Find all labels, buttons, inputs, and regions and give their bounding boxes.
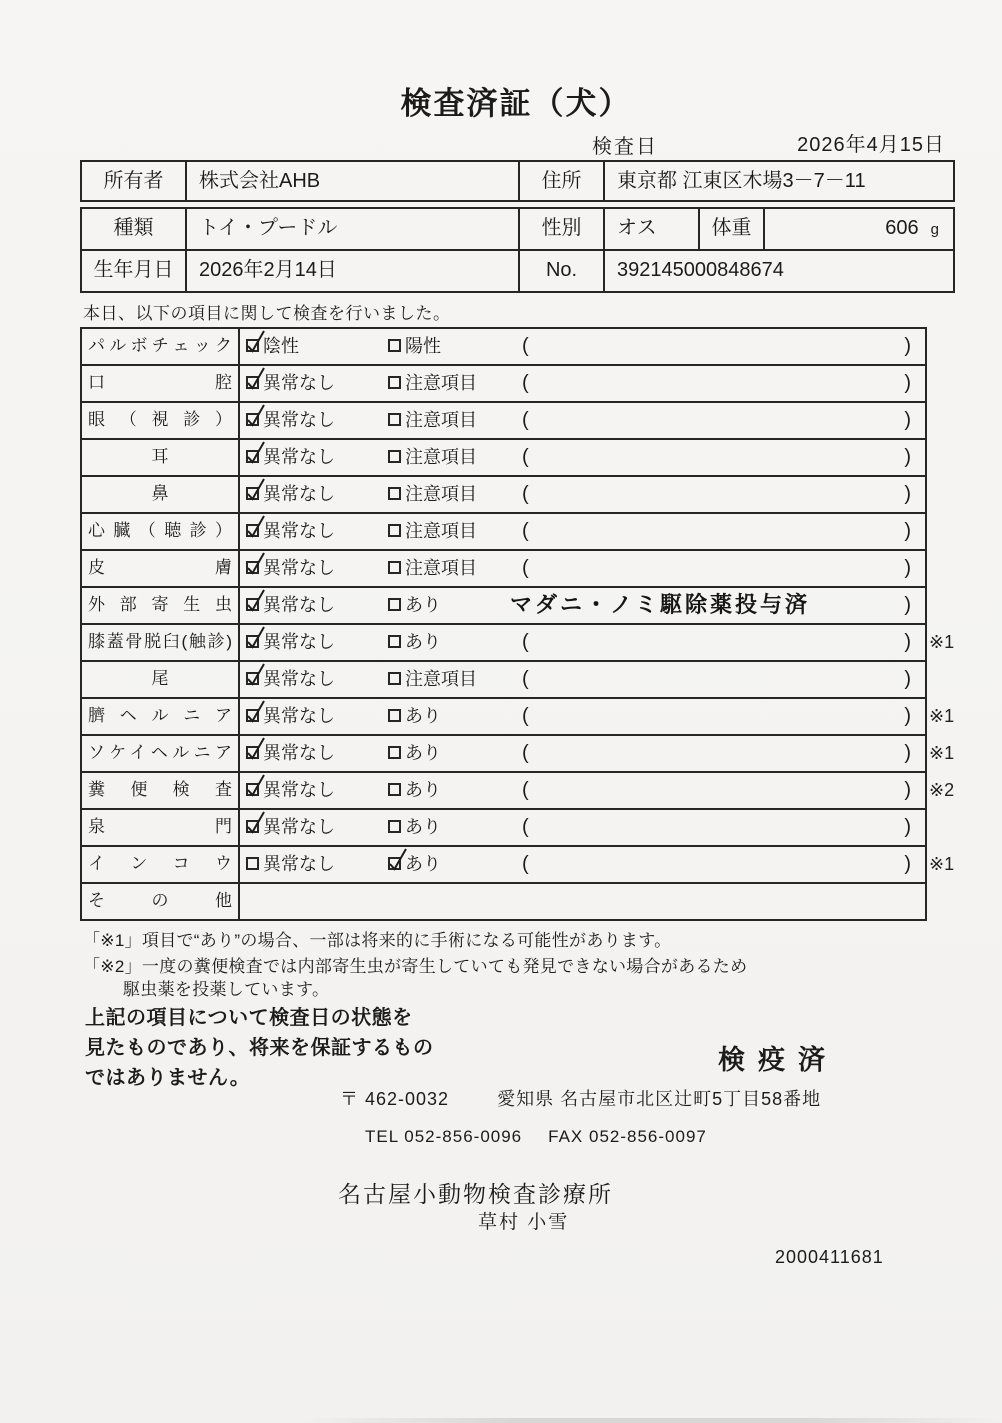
disclaimer-text — [85, 1003, 434, 1093]
exam-table-row — [82, 403, 925, 440]
owner-value: 株式会社AHB — [187, 162, 520, 200]
weight-label: 体重 — [700, 209, 765, 249]
exam-row-content — [240, 773, 955, 808]
exam-option-label: 異常なし — [263, 706, 335, 726]
exam-item-label: 鼻 — [82, 477, 240, 512]
address-value: 東京都 江東区木場3－7－11 — [617, 170, 866, 192]
exam-option-label: 異常なし — [263, 373, 335, 393]
footnote-mark: ※1 — [929, 743, 955, 763]
exam-row-content — [240, 810, 925, 845]
paren-close: ) — [904, 779, 911, 801]
paren-open: ( — [522, 483, 529, 505]
exam-table-row — [82, 477, 925, 514]
serial-number: 2000411681 — [775, 1247, 884, 1267]
exam-option — [246, 699, 335, 733]
weight-value-cell — [765, 209, 953, 249]
checkbox-icon — [246, 598, 259, 611]
exam-option-label: 陽性 — [405, 336, 441, 356]
paren-close: ) — [904, 335, 911, 357]
exam-table-row — [82, 588, 925, 625]
paren-open: ( — [522, 816, 529, 838]
exam-item-label: 耳 — [82, 440, 240, 475]
checkbox-icon — [388, 339, 401, 352]
exam-item-label: 口腔 — [82, 366, 240, 401]
exam-option — [246, 514, 335, 548]
exam-option-label: あり — [405, 743, 441, 763]
exam-option — [388, 403, 477, 437]
footnote-mark: ※1 — [929, 854, 955, 874]
checkbox-icon — [388, 487, 401, 500]
checkbox-icon — [246, 709, 259, 722]
intro-text: 本日、以下の項目に関して検査を行いました。 — [83, 304, 451, 323]
exam-row-content — [240, 847, 955, 882]
exam-option-label: 注意項目 — [405, 447, 477, 467]
checkbox-icon — [388, 635, 401, 648]
paren-open: ( — [522, 557, 529, 579]
exam-option-label: 異常なし — [263, 743, 335, 763]
paren-close: ) — [904, 372, 911, 394]
checkbox-icon — [388, 524, 401, 537]
birth-value: 2026年2月14日 — [187, 251, 520, 291]
exam-option-label: 注意項目 — [405, 373, 477, 393]
checkbox-icon — [246, 487, 259, 500]
paren-open: ( — [522, 779, 529, 801]
checkbox-icon — [388, 709, 401, 722]
breed-label: 種類 — [82, 209, 187, 249]
exam-row-content — [240, 329, 925, 364]
checkbox-icon — [246, 450, 259, 463]
clinic-address: 愛知県 名古屋市北区辻町5丁目58番地 — [497, 1089, 822, 1109]
paren-open: ( — [522, 409, 529, 431]
checkbox-icon — [246, 783, 259, 796]
disclaimer-line-2: 見たものであり、将来を保証するもの — [85, 1037, 434, 1059]
clinic-address-line — [340, 1085, 821, 1111]
exam-option — [246, 736, 335, 770]
exam-option-label: 注意項目 — [405, 410, 477, 430]
exam-option-label: 注意項目 — [405, 558, 477, 578]
veterinarian-name: 草村 小雪 — [478, 1212, 570, 1233]
footnote-1: 「※1」項目で“あり”の場合、一部は将来的に手術になる可能性があります。 — [83, 931, 672, 950]
paren-open: ( — [522, 631, 529, 653]
paren-open: ( — [522, 742, 529, 764]
exam-table-row — [82, 514, 925, 551]
exam-option-label: 異常なし — [263, 447, 335, 467]
checkbox-icon — [246, 376, 259, 389]
exam-row-content — [240, 551, 925, 586]
exam-option-label: あり — [405, 817, 441, 837]
exam-option — [388, 366, 477, 400]
paren-open: ( — [522, 520, 529, 542]
exam-option — [246, 662, 335, 696]
checkbox-icon — [246, 820, 259, 833]
exam-table-row — [82, 736, 955, 773]
exam-option-label: あり — [405, 632, 441, 652]
paren-open: ( — [522, 668, 529, 690]
no-label: No. — [520, 251, 605, 291]
exam-option — [246, 588, 335, 622]
treatment-stamp: マダニ・ノミ駆除薬投与済 — [510, 592, 811, 617]
exam-row-content — [240, 588, 925, 623]
exam-option-label: 異常なし — [263, 484, 335, 504]
exam-option-label: 異常なし — [263, 669, 335, 689]
paren-close: ) — [904, 631, 911, 653]
exam-option-label: あり — [405, 854, 441, 874]
paren-close: ) — [904, 557, 911, 579]
paren-close: ) — [904, 594, 911, 616]
exam-row-content — [240, 514, 925, 549]
footnote-mark: ※1 — [929, 632, 955, 652]
exam-row-content — [240, 366, 925, 401]
exam-table-row — [82, 847, 955, 884]
exam-table — [80, 327, 955, 921]
exam-item-label: 眼（視診） — [82, 403, 240, 438]
checkbox-icon — [388, 857, 401, 870]
owner-table — [80, 160, 955, 202]
exam-option — [246, 366, 335, 400]
exam-table-row — [82, 884, 925, 919]
weight-value: 606 — [885, 217, 919, 239]
inspection-date-label: 検査日 — [592, 136, 658, 158]
footnote-2: 「※2」一度の糞便検査では内部寄生虫が寄生していても発見できない場合があるため — [83, 957, 748, 976]
sex-value: オス — [605, 209, 700, 249]
exam-option — [388, 588, 441, 622]
clinic-phone-line — [365, 1127, 707, 1147]
exam-row-content — [240, 403, 925, 438]
paren-close: ) — [904, 742, 911, 764]
checkbox-icon — [388, 450, 401, 463]
exam-table-row — [82, 699, 955, 736]
inspection-date-value: 2026年4月15日 — [797, 134, 945, 156]
exam-option — [388, 514, 477, 548]
paren-close: ) — [904, 409, 911, 431]
breed-value: トイ・プードル — [187, 209, 520, 249]
checkbox-icon — [246, 524, 259, 537]
exam-option-label: 異常なし — [263, 632, 335, 652]
exam-option-label: 異常なし — [263, 410, 335, 430]
paren-close: ) — [904, 446, 911, 468]
quarantine-passed-stamp: 検疫済 — [718, 1045, 838, 1075]
exam-option — [388, 477, 477, 511]
exam-table-row — [82, 440, 925, 477]
exam-table-row — [82, 625, 955, 662]
animal-table — [80, 207, 955, 293]
exam-option — [388, 847, 441, 881]
exam-option-label: 陰性 — [263, 336, 299, 356]
exam-item-label: ソケイヘルニア — [82, 736, 240, 771]
scan-artifact — [300, 1418, 1002, 1423]
exam-table-row — [82, 773, 955, 810]
exam-option — [388, 329, 441, 363]
exam-row-content — [240, 440, 925, 475]
exam-option — [388, 440, 477, 474]
exam-option — [246, 810, 335, 844]
paren-open: ( — [522, 705, 529, 727]
exam-row-content — [240, 477, 925, 512]
page-title: 検査済証（犬） — [400, 86, 632, 121]
exam-option-label: あり — [405, 780, 441, 800]
paren-open: ( — [522, 335, 529, 357]
paren-close: ) — [904, 705, 911, 727]
exam-option — [246, 477, 335, 511]
exam-item-label: 心臓（聴診） — [82, 514, 240, 549]
checkbox-icon — [246, 635, 259, 648]
paren-open: ( — [522, 853, 529, 875]
birth-label: 生年月日 — [82, 251, 187, 291]
footnote-mark: ※1 — [929, 706, 955, 726]
exam-option-label: 異常なし — [263, 595, 335, 615]
disclaimer-line-1: 上記の項目について検査日の状態を — [85, 1007, 413, 1029]
exam-option-label: あり — [405, 706, 441, 726]
exam-option — [246, 551, 335, 585]
exam-option-label: 注意項目 — [405, 521, 477, 541]
checkbox-icon — [246, 857, 259, 870]
exam-option — [388, 736, 441, 770]
checkbox-icon — [388, 598, 401, 611]
sex-label: 性別 — [520, 209, 605, 249]
owner-label: 所有者 — [82, 162, 187, 200]
paren-close: ) — [904, 483, 911, 505]
footnote-mark: ※2 — [929, 780, 955, 800]
checkbox-icon — [246, 413, 259, 426]
exam-row-content — [240, 662, 925, 697]
clinic-name: 名古屋小動物検査診療所 — [338, 1181, 613, 1207]
exam-option-label: 異常なし — [263, 817, 335, 837]
exam-option-label: あり — [405, 595, 441, 615]
weight-unit: g — [930, 221, 939, 238]
exam-table-row — [82, 366, 925, 403]
exam-table-row — [82, 329, 925, 366]
animal-table-row-1 — [82, 209, 953, 251]
exam-item-label: 臍ヘルニア — [82, 699, 240, 734]
checkbox-icon — [388, 820, 401, 833]
exam-item-label: パルボチェック — [82, 329, 240, 364]
exam-option — [388, 699, 441, 733]
checkbox-icon — [388, 561, 401, 574]
paren-close: ) — [904, 520, 911, 542]
checkbox-icon — [388, 376, 401, 389]
exam-item-label: その他 — [82, 884, 240, 919]
checkbox-icon — [388, 783, 401, 796]
exam-table-row — [82, 551, 925, 588]
exam-row-content — [240, 699, 955, 734]
exam-option-label: 異常なし — [263, 558, 335, 578]
exam-table-row — [82, 662, 925, 699]
exam-option — [246, 440, 335, 474]
exam-option — [388, 551, 477, 585]
clinic-postal-code: 〒 462-0032 — [340, 1089, 450, 1109]
address-label: 住所 — [520, 162, 605, 200]
no-value: 392145000848674 — [617, 259, 784, 281]
exam-option-label: 異常なし — [263, 521, 335, 541]
exam-item-label: 泉門 — [82, 810, 240, 845]
exam-option-label: 注意項目 — [405, 669, 477, 689]
checkbox-icon — [388, 746, 401, 759]
disclaimer-line-3: ではありません。 — [85, 1067, 251, 1089]
exam-item-label: インコウ — [82, 847, 240, 882]
paren-open: ( — [522, 372, 529, 394]
checkbox-icon — [246, 339, 259, 352]
exam-option-label: 異常なし — [263, 854, 335, 874]
exam-option — [388, 625, 441, 659]
checkbox-icon — [246, 561, 259, 574]
exam-option-label: 異常なし — [263, 780, 335, 800]
paren-close: ) — [904, 668, 911, 690]
exam-row-content — [240, 625, 955, 660]
exam-option — [246, 625, 335, 659]
checkbox-icon — [388, 672, 401, 685]
exam-option — [388, 810, 441, 844]
checkbox-icon — [246, 672, 259, 685]
exam-option — [388, 662, 477, 696]
exam-option — [246, 403, 335, 437]
exam-option — [246, 847, 335, 881]
exam-row-content — [240, 884, 925, 919]
exam-item-label: 糞便検査 — [82, 773, 240, 808]
checkbox-icon — [246, 746, 259, 759]
exam-option-label: 注意項目 — [405, 484, 477, 504]
paren-close: ) — [904, 816, 911, 838]
exam-row-content — [240, 736, 955, 771]
paren-open: ( — [522, 446, 529, 468]
exam-item-label: 尾 — [82, 662, 240, 697]
animal-table-row-2 — [82, 251, 953, 291]
clinic-fax: FAX 052-856-0097 — [548, 1127, 707, 1146]
footnote-2-cont: 駆虫薬を投薬しています。 — [123, 980, 330, 999]
exam-option — [246, 329, 299, 363]
exam-option — [246, 773, 335, 807]
exam-table-row — [82, 810, 925, 847]
clinic-tel: TEL 052-856-0096 — [365, 1127, 523, 1146]
paren-close: ) — [904, 853, 911, 875]
exam-item-label: 外部寄生虫 — [82, 588, 240, 623]
checkbox-icon — [388, 413, 401, 426]
exam-item-label: 膝蓋骨脱臼(触診) — [82, 625, 240, 660]
exam-option — [388, 773, 441, 807]
exam-item-label: 皮膚 — [82, 551, 240, 586]
